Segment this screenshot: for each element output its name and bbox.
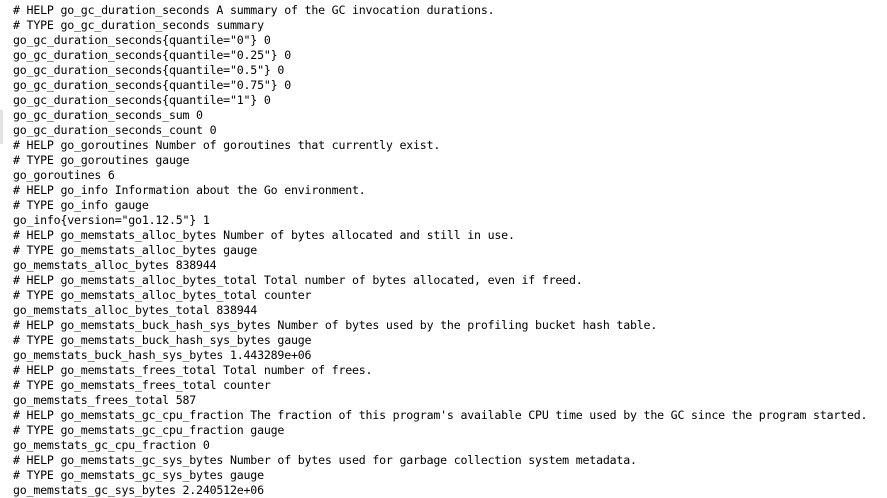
text-line: # TYPE go_memstats_gc_cpu_fraction gauge: [13, 423, 285, 437]
text-line: go_memstats_frees_total 587: [13, 393, 197, 407]
text-line: # TYPE go_gc_duration_seconds summary: [13, 18, 264, 32]
text-line: go_gc_duration_seconds{quantile="0.5"} 0: [13, 63, 285, 77]
text-line: go_gc_duration_seconds_count 0: [13, 123, 217, 137]
text-line: # TYPE go_goroutines gauge: [13, 153, 190, 167]
text-line: go_gc_duration_seconds{quantile="0.75"} 0: [13, 78, 291, 92]
text-line: go_gc_duration_seconds{quantile="0"} 0: [13, 33, 271, 47]
text-line: go_gc_duration_seconds_sum 0: [13, 108, 203, 122]
text-line: go_memstats_gc_sys_bytes 2.240512e+06: [13, 483, 264, 497]
text-line: # TYPE go_memstats_frees_total counter: [13, 378, 271, 392]
text-line: go_info{version="go1.12.5"} 1: [13, 213, 210, 227]
text-line: go_gc_duration_seconds{quantile="1"} 0: [13, 93, 271, 107]
text-line: # HELP go_memstats_gc_sys_bytes Number of bytes used for garbage collection system metadata.: [13, 453, 637, 467]
text-line: # HELP go_info Information about the Go environment.: [13, 183, 366, 197]
metrics-text-view[interactable]: [13, 3, 883, 498]
text-line: go_memstats_alloc_bytes 838944: [13, 258, 217, 272]
text-line: go_memstats_buck_hash_sys_bytes 1.443289e+06: [13, 348, 312, 362]
text-line: go_gc_duration_seconds{quantile="0.25"} 0: [13, 48, 291, 62]
text-line: go_memstats_alloc_bytes_total 838944: [13, 303, 258, 317]
text-line: # HELP go_memstats_alloc_bytes_total Total number of bytes allocated, even if freed.: [13, 273, 583, 287]
text-line: # HELP go_gc_duration_seconds A summary of the GC invocation durations.: [13, 3, 495, 17]
text-line: go_goroutines 6: [13, 168, 115, 182]
left-gutter: [0, 0, 3, 498]
text-line: # TYPE go_memstats_gc_sys_bytes gauge: [13, 468, 264, 482]
text-line: # HELP go_memstats_buck_hash_sys_bytes Number of bytes used by the profiling bucket hash table.: [13, 318, 658, 332]
scroll-marker: [0, 110, 3, 144]
text-line: go_memstats_gc_cpu_fraction 0: [13, 438, 210, 452]
text-line: # HELP go_memstats_frees_total Total number of frees.: [13, 363, 373, 377]
text-line: # HELP go_memstats_gc_cpu_fraction The fraction of this program's available CPU time used by the GC since the program started.: [13, 408, 868, 422]
text-line: # HELP go_goroutines Number of goroutines that currently exist.: [13, 138, 441, 152]
text-line: # TYPE go_memstats_buck_hash_sys_bytes gauge: [13, 333, 312, 347]
text-line: # TYPE go_memstats_alloc_bytes gauge: [13, 243, 258, 257]
text-line: # TYPE go_info gauge: [13, 198, 149, 212]
text-line: # HELP go_memstats_alloc_bytes Number of bytes allocated and still in use.: [13, 228, 515, 242]
text-line: # TYPE go_memstats_alloc_bytes_total counter: [13, 288, 312, 302]
